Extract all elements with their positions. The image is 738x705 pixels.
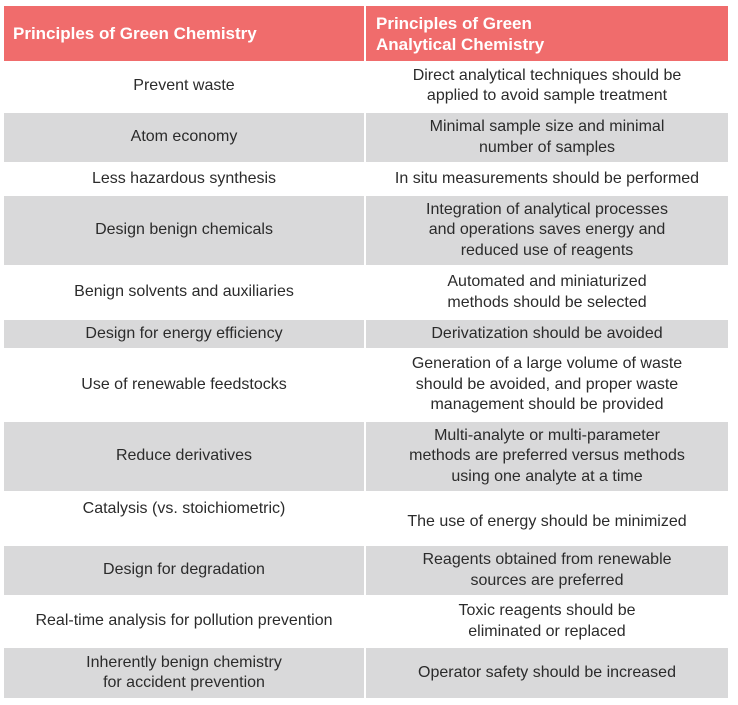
cell-text: Atom economy	[130, 128, 238, 146]
row12-right	[364, 648, 728, 698]
row6-right	[364, 320, 728, 350]
row9-right	[364, 493, 728, 546]
row7-right	[364, 350, 728, 422]
cell-text: Prevent waste	[133, 76, 235, 94]
header-green-chemistry	[4, 6, 364, 61]
row4-left	[4, 196, 364, 267]
row7-left	[4, 350, 364, 422]
cell-text: Design benign chemicals	[95, 221, 273, 239]
row12-left	[4, 648, 364, 698]
row1-left	[4, 61, 364, 113]
cell-text: In situ measurements should be performed	[394, 169, 700, 187]
cell-text: Derivatization should be avoided	[431, 324, 663, 342]
cell-text: Inherently benign chemistry for accident prevention	[86, 653, 282, 691]
row10-right	[364, 546, 728, 597]
row8-right	[364, 422, 728, 493]
row8-left	[4, 422, 364, 493]
header-col2-label: Principles of Green Analytical Chemistry	[376, 13, 545, 54]
row3-right	[364, 164, 728, 196]
row1-right	[364, 61, 728, 113]
header-col1-label: Principles of Green Chemistry	[13, 24, 257, 43]
row5-right	[364, 267, 728, 320]
row2-right	[364, 113, 728, 164]
cell-text: Design for energy efficiency	[85, 324, 283, 342]
cell-text: Benign solvents and auxiliaries	[74, 283, 294, 301]
principles-table	[4, 6, 728, 698]
cell-text: Generation of a large volume of waste should be avoided, and proper waste management should be provided	[411, 355, 683, 414]
row11-left	[4, 597, 364, 648]
cell-text: Integration of analytical processes and operations saves energy and reduced use of reagents	[426, 200, 668, 259]
cell-text: Reagents obtained from renewable sources are preferred	[422, 551, 672, 589]
cell-text: Real-time analysis for pollution prevention	[35, 612, 333, 630]
cell-text: The use of energy should be minimized	[407, 512, 687, 530]
row3-left	[4, 164, 364, 196]
cell-text: Use of renewable feedstocks	[81, 375, 287, 393]
cell-text: Direct analytical techniques should be applied to avoid sample treatment	[412, 66, 682, 104]
row6-left	[4, 320, 364, 350]
cell-text: Less hazardous synthesis	[91, 169, 277, 187]
cell-text: Minimal sample size and minimal number of samples	[429, 118, 665, 156]
row2-left	[4, 113, 364, 164]
row5-left	[4, 267, 364, 320]
row9-left	[4, 493, 364, 546]
cell-text: Toxic reagents should be eliminated or replaced	[458, 602, 636, 640]
header-green-analytical-chemistry	[364, 6, 728, 61]
row10-left	[4, 546, 364, 597]
cell-text: Multi-analyte or multi-parameter methods are preferred versus methods using one analyte at a time	[409, 426, 685, 485]
row11-right	[364, 597, 728, 648]
cell-text: Design for degradation	[103, 561, 265, 579]
row4-right	[364, 196, 728, 267]
cell-text: Automated and miniaturized methods should be selected	[447, 273, 647, 311]
cell-text: Catalysis (vs. stoichiometric)	[82, 500, 286, 517]
cell-text: Reduce derivatives	[115, 447, 253, 465]
cell-text: Operator safety should be increased	[418, 663, 676, 681]
